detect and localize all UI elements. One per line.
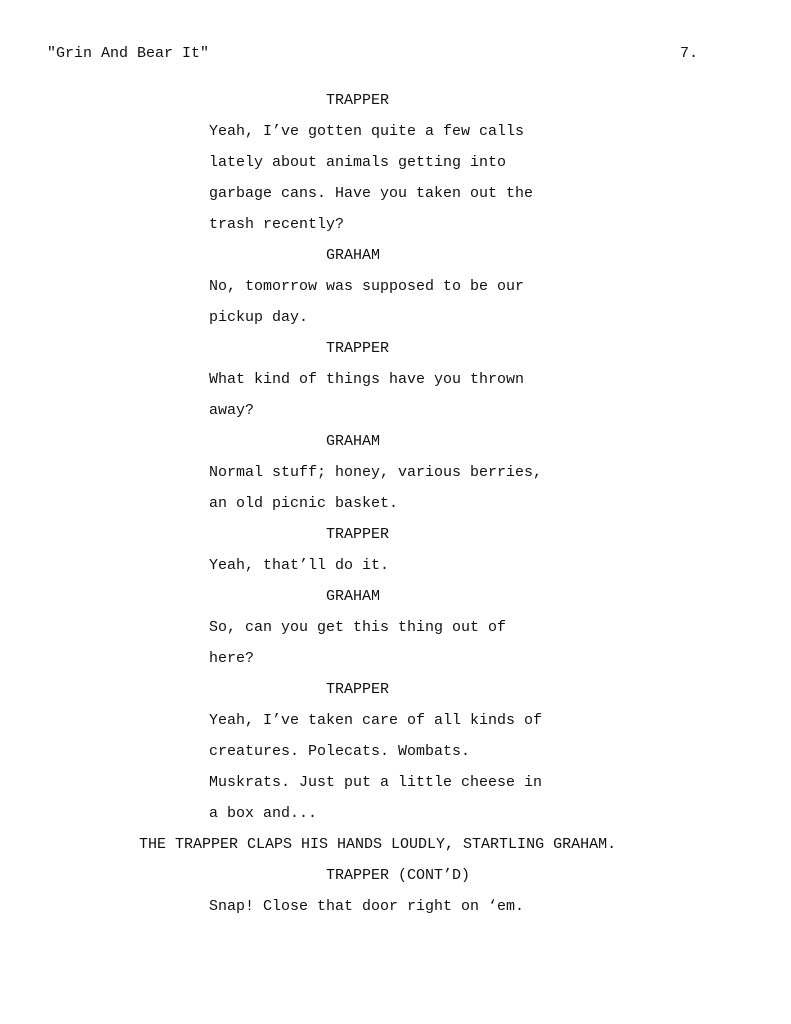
dialogue-line: No, tomorrow was supposed to be our [209,278,525,295]
dialogue-line: here? [209,650,255,667]
dialogue-line: Muskrats. Just put a little cheese in [209,774,543,791]
dialogue-line: away? [209,402,255,419]
dialogue-line: Yeah, I’ve gotten quite a few calls [209,123,525,140]
character-cue: TRAPPER [326,681,390,698]
page-number: 7. [680,45,699,62]
character-cue: GRAHAM [326,433,381,450]
character-cue: TRAPPER (CONT’D) [326,867,471,884]
dialogue-line: a box and... [209,805,318,822]
action-line: THE TRAPPER CLAPS HIS HANDS LOUDLY, STARTLING GRAHAM. [139,836,617,853]
character-cue: TRAPPER [326,526,390,543]
dialogue-line: Yeah, that’ll do it. [209,557,390,574]
character-cue: TRAPPER [326,340,390,357]
dialogue-line: Yeah, I’ve taken care of all kinds of [209,712,543,729]
dialogue-line: So, can you get this thing out of [209,619,507,636]
dialogue-line: pickup day. [209,309,309,326]
script-title-header: "Grin And Bear It" [47,45,210,62]
dialogue-line: What kind of things have you thrown [209,371,525,388]
character-cue: GRAHAM [326,247,381,264]
dialogue-line: creatures. Polecats. Wombats. [209,743,471,760]
dialogue-line: Normal stuff; honey, various berries, [209,464,543,481]
character-cue: TRAPPER [326,92,390,109]
dialogue-line: lately about animals getting into [209,154,507,171]
character-cue: GRAHAM [326,588,381,605]
dialogue-line: garbage cans. Have you taken out the [209,185,534,202]
dialogue-line: Snap! Close that door right on ‘em. [209,898,525,915]
dialogue-line: trash recently? [209,216,345,233]
dialogue-line: an old picnic basket. [209,495,399,512]
